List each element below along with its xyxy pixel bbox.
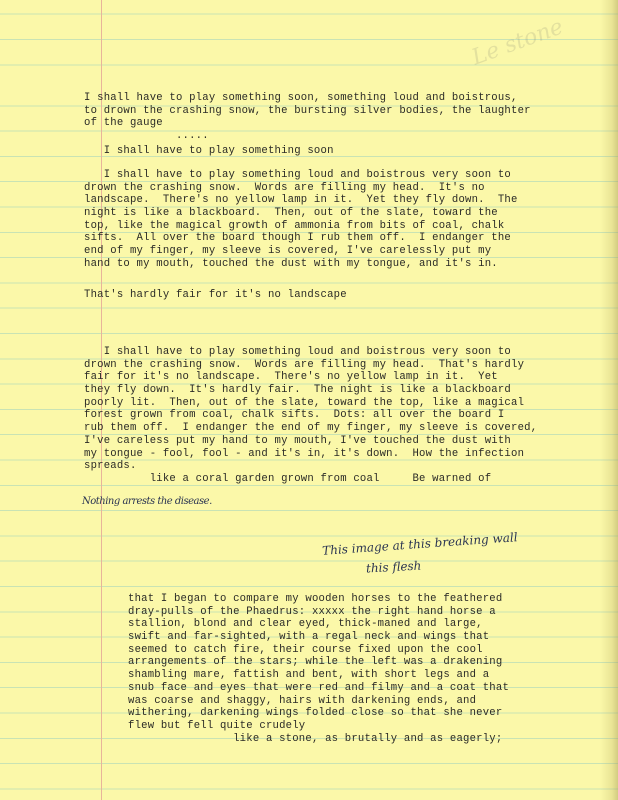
typed-line: poorly lit. Then, out of the slate, toward the top, like a magical xyxy=(84,396,525,409)
typed-line: stallion, blond and clear eyed, thick-maned and large, xyxy=(128,618,483,631)
typed-paragraph-5 xyxy=(84,346,537,486)
typed-line: top, like the magical growth of ammonia from bits of coal, chalk xyxy=(84,219,505,232)
typed-line: of the gauge xyxy=(84,117,163,130)
typed-line: drown the crashing snow. Words are filling my head. That's hardly xyxy=(84,358,525,371)
handwritten-note-disease: Nothing arrests the disease. xyxy=(82,496,212,507)
typed-line: seemed to catch fire, their course fixed upon the cool xyxy=(128,643,483,656)
typed-line: like a stone, as brutally and as eagerly; xyxy=(128,732,503,745)
typed-line: I've careless put my hand to my mouth, I've touched the dust with xyxy=(84,434,512,447)
typed-paragraph-1 xyxy=(84,92,531,143)
typed-line: landscape. There's no yellow lamp in it. Yet they fly down. The xyxy=(84,194,518,207)
typed-paragraph-4 xyxy=(84,289,347,302)
handwritten-note-flesh: this flesh xyxy=(365,558,422,576)
typed-line: like a coral garden grown from coal Be warned of xyxy=(84,472,492,485)
typed-line: night is like a blackboard. Then, out of the slate, toward the xyxy=(84,207,498,220)
typed-line: That's hardly fair for it's no landscape xyxy=(84,289,347,301)
typed-paragraph-2 xyxy=(84,145,334,158)
typed-line: my tongue - fool, fool - and it's in, it's down. How the infection xyxy=(84,447,525,460)
handwritten-note-breaking-wall: This image at this breaking wall xyxy=(321,530,519,558)
typed-paragraph-3 xyxy=(84,169,518,271)
typed-line: I shall have to play something soon, something loud and boistrous, xyxy=(84,92,518,104)
typed-line: ..... xyxy=(84,130,209,143)
typed-line: rub them off. I endanger the end of my finger, my sleeve is covered, xyxy=(84,422,538,435)
faint-corner-handwriting: Le stone xyxy=(468,14,567,71)
typed-line: drown the crashing snow. Words are filling my head. It's no xyxy=(84,181,485,194)
typed-line: they fly down. It's hardly fair. The night is like a blackboard xyxy=(84,384,512,397)
typed-line: swift and far-sighted, with a regal neck and wings that xyxy=(128,631,490,644)
typed-line: end of my finger, my sleeve is covered, I've carelessly put my xyxy=(84,245,492,258)
typed-line: dray-pulls of the Phaedrus: xxxxx the right hand horse a xyxy=(128,605,496,618)
typed-line: flew but fell quite crudely xyxy=(128,719,306,732)
typed-line: spreads. xyxy=(84,460,137,473)
typed-line: that I began to compare my wooden horses to the feathered xyxy=(128,593,503,605)
typed-line: arrangements of the stars; while the left was a drakening xyxy=(128,656,503,669)
typed-line: to drown the crashing snow, the bursting silver bodies, the laughter xyxy=(84,104,531,117)
typed-line: snub face and eyes that were red and filmy and a coat that xyxy=(128,681,510,694)
typed-line: I shall have to play something loud and boistrous very soon to xyxy=(84,346,512,358)
typed-line: fair for it's no landscape. There's no yellow lamp in it. Yet xyxy=(84,371,498,384)
typed-line: hand to my mouth, touched the dust with my tongue, and it's in. xyxy=(84,257,498,270)
typed-line: was coarse and shaggy, hairs with darkening ends, and xyxy=(128,694,477,707)
typed-line: shambling mare, fattish and bent, with short legs and a xyxy=(128,669,490,682)
typed-line: sifts. All over the board though I rub them off. I endanger the xyxy=(84,232,512,245)
typed-paragraph-6 xyxy=(128,593,509,745)
typed-line: I shall have to play something soon xyxy=(84,145,334,157)
typed-line: withering, darkening wings folded close so that she never xyxy=(128,707,503,720)
typed-line: forest grown from coal, chalk sifts. Dots: all over the board I xyxy=(84,409,505,422)
typed-line: I shall have to play something loud and boistrous very soon to xyxy=(84,169,512,181)
